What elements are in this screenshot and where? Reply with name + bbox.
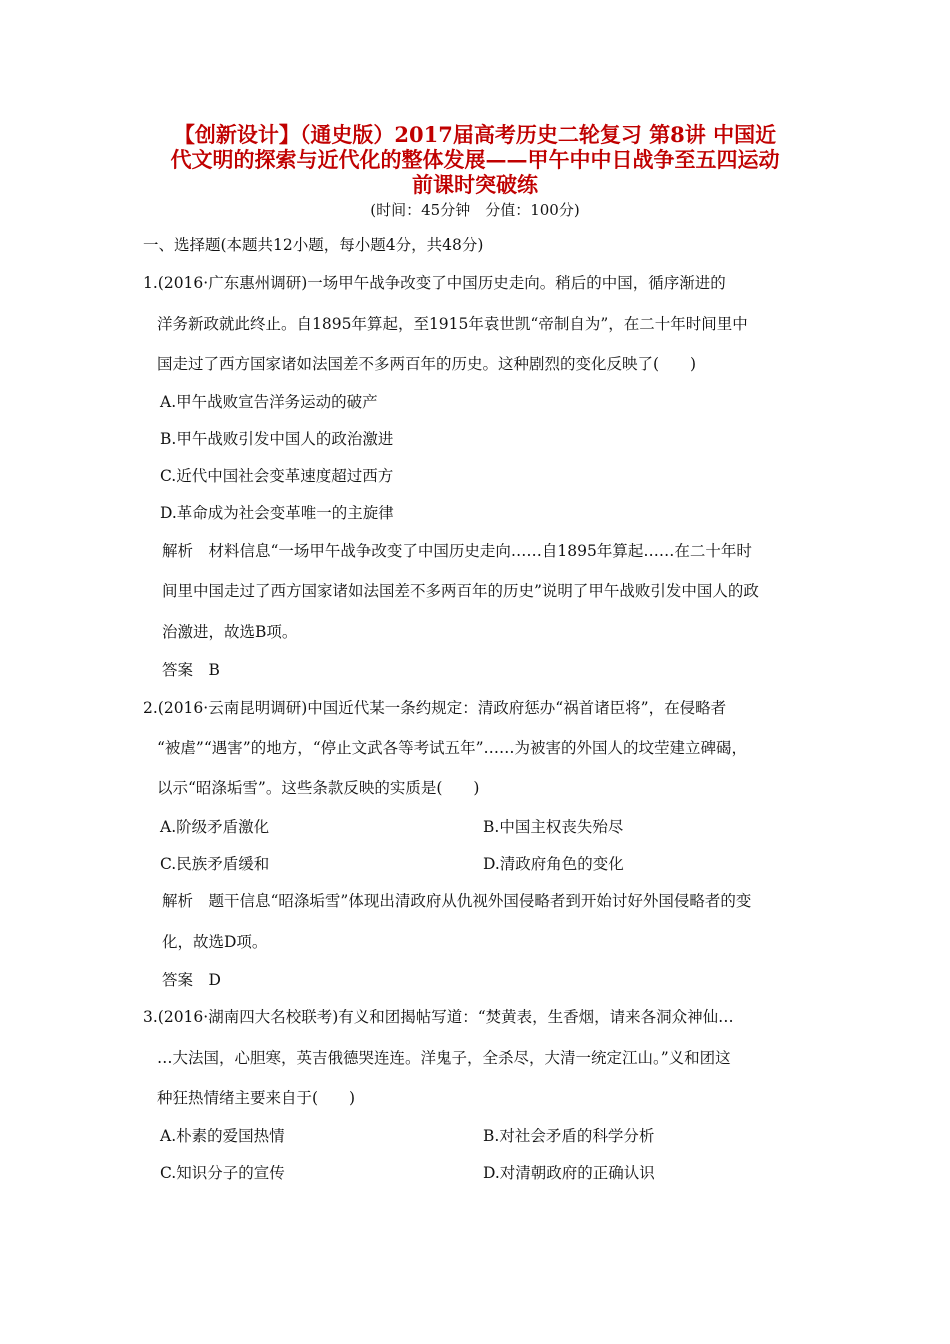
q3-option-a: A.朴素的爱国热情 <box>160 1127 285 1145</box>
section-heading: 一、选择题(本题共12小题，每小题4分，共48分) <box>143 236 484 254</box>
q2-option-a: A.阶级矛盾激化 <box>160 818 270 836</box>
q1-answer: 答案 B <box>162 661 220 679</box>
q3-option-c: C.知识分子的宣传 <box>160 1164 285 1182</box>
q1-option-b: B.甲午战败引发中国人的政治激进 <box>160 430 394 448</box>
q3-stem-line-1: 3.(2016·湖南四大名校联考)有义和团揭帖写道：“焚黄表，生香烟，请来各洞众神仙… <box>143 1008 734 1026</box>
title-line-2: 代文明的探索与近代化的整体发展——甲午中中日战争至五四运动 <box>170 147 780 172</box>
q2-analysis-line-1: 解析 题干信息“昭涤垢雪”体现出清政府从仇视外国侵略者到开始讨好外国侵略者的变 <box>162 892 752 910</box>
q2-stem-line-3: 以示“昭涤垢雪”。这些条款反映的实质是( ) <box>157 779 480 797</box>
q1-option-a: A.甲午战败宣告洋务运动的破产 <box>160 393 378 411</box>
q3-stem-line-2: …大法国，心胆寒，英吉俄德哭连连。洋鬼子，全杀尽，大清一统定江山。”义和团这 <box>157 1049 731 1067</box>
q1-analysis-line-3: 治激进，故选B项。 <box>162 623 298 641</box>
q1-stem-line-1: 1.(2016·广东惠州调研)一场甲午战争改变了中国历史走向。稍后的中国，循序渐进的 <box>143 274 726 292</box>
q3-option-b: B.对社会矛盾的科学分析 <box>483 1127 655 1145</box>
document-title <box>120 122 830 197</box>
title-line-3: 前课时突破练 <box>412 172 538 197</box>
q3-option-d: D.对清朝政府的正确认识 <box>483 1164 655 1182</box>
q2-answer: 答案 D <box>162 971 221 989</box>
q1-analysis-line-2: 间里中国走过了西方国家诸如法国差不多两百年的历史”说明了甲午战败引发中国人的政 <box>162 582 759 600</box>
q1-option-c: C.近代中国社会变革速度超过西方 <box>160 467 394 485</box>
q2-option-d: D.清政府角色的变化 <box>483 855 624 873</box>
q2-stem-line-1: 2.(2016·云南昆明调研)中国近代某一条约规定：清政府惩办“祸首诸臣将”，在侵略者 <box>143 699 727 717</box>
q2-option-b: B.中国主权丧失殆尽 <box>483 818 624 836</box>
q2-option-c: C.民族矛盾缓和 <box>160 855 270 873</box>
q2-stem-line-2: “被虐”“遇害”的地方，“停止文武各等考试五年”……为被害的外国人的坟茔建立碑碣， <box>157 739 748 757</box>
q1-stem-line-2: 洋务新政就此终止。自1895年算起，至1915年袁世凯“帝制自为”，在二十年时间里中 <box>157 315 748 333</box>
q3-stem-line-3: 种狂热情绪主要来自于( ) <box>157 1089 356 1107</box>
q1-option-d: D.革命成为社会变革唯一的主旋律 <box>160 504 394 522</box>
title-line-1: 【创新设计】（通史版）2017届高考历史二轮复习 第8讲 中国近 <box>173 122 777 147</box>
q1-analysis-line-1: 解析 材料信息“一场甲午战争改变了中国历史走向……自1895年算起……在二十年时 <box>162 542 752 560</box>
time-score-info: (时间：45分钟 分值：100分) <box>370 201 580 219</box>
q2-analysis-line-2: 化，故选D项。 <box>162 933 268 951</box>
q1-stem-line-3: 国走过了西方国家诸如法国差不多两百年的历史。这种剧烈的变化反映了( ) <box>157 355 697 373</box>
